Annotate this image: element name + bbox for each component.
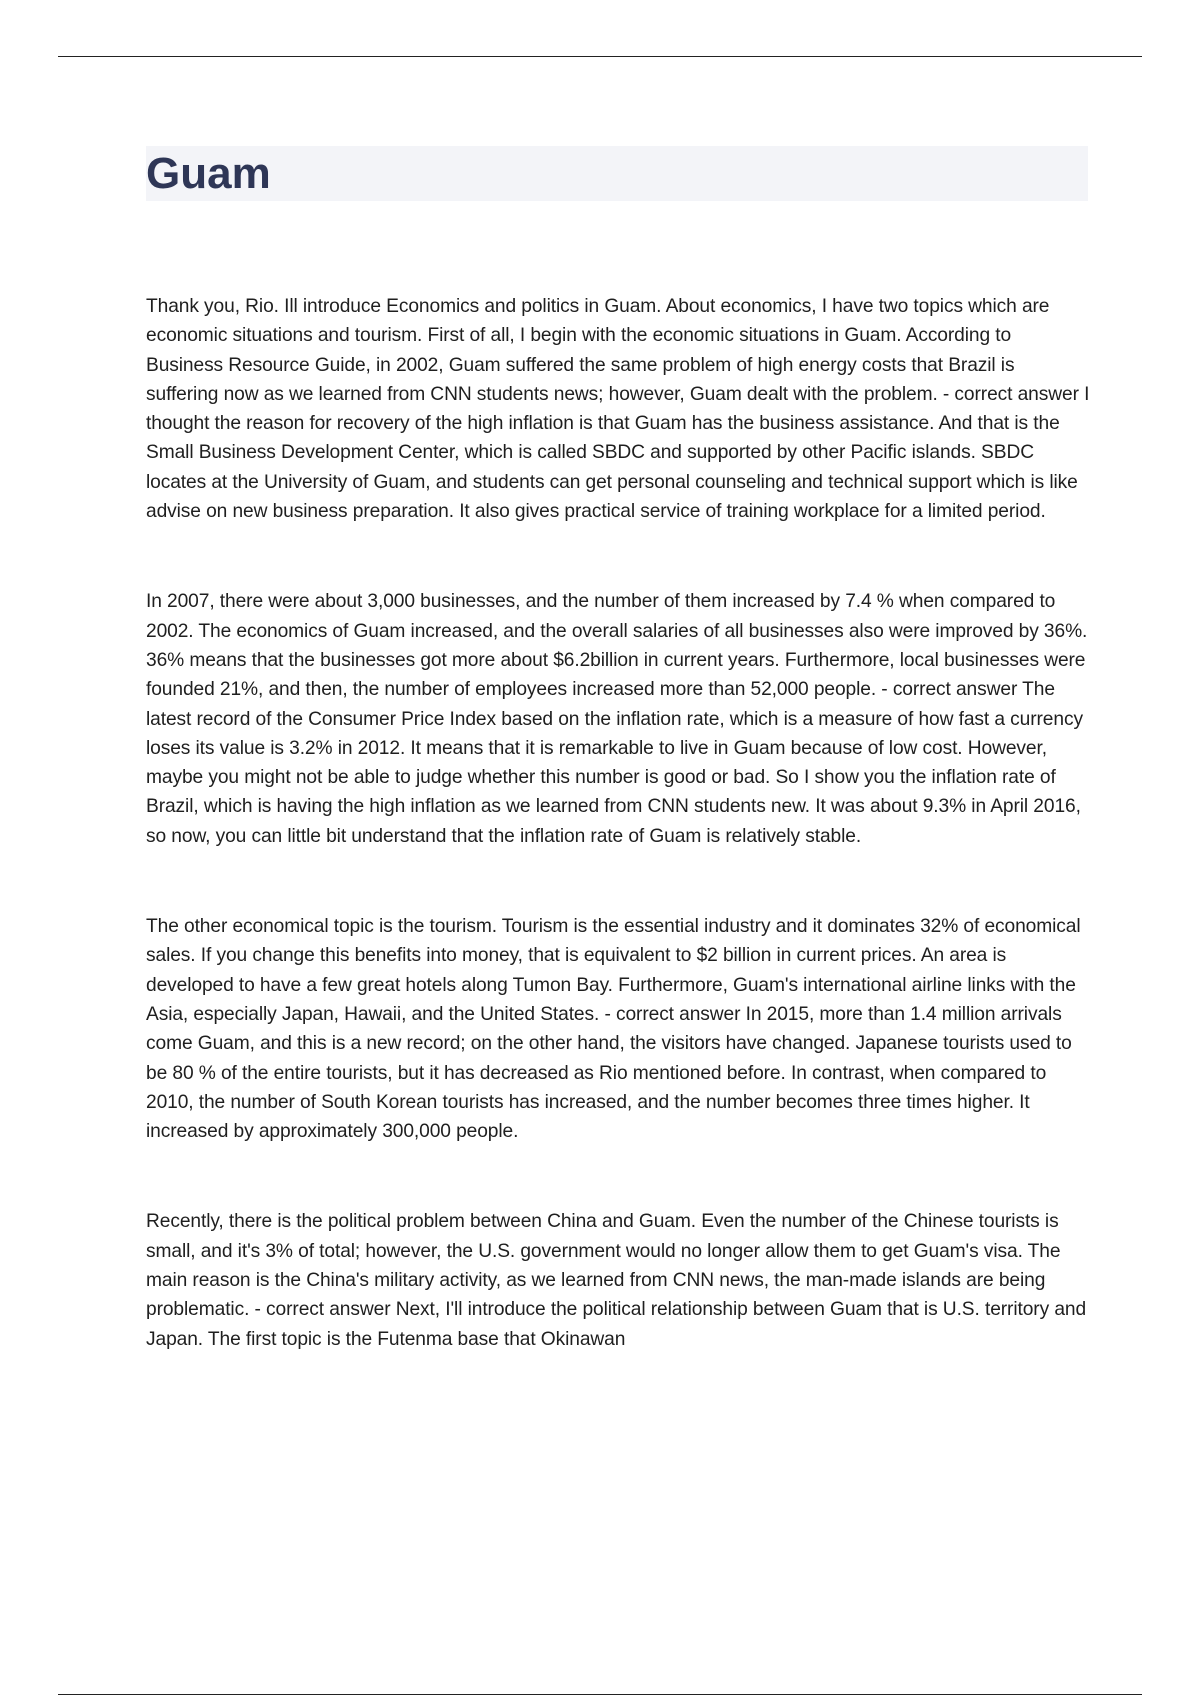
paragraph-1: Thank you, Rio. Ill introduce Economics and politics in Guam. About economics, I have two topics which are economic situations and tourism. First of all, I begin with the economic situations in Guam. According to Business Resource Guide, in 2002, Guam suffered the same problem of high energy costs that Brazil is suffering now as we learned from CNN students news; however, Guam dealt with the problem. - correct answer I thought the reason for recovery of the high inflation is that Guam has the business assistance. And that is the Small Business Development Center, which is called SBDC and supported by other Pacific islands. SBDC locates at the University of Guam, and students can get personal counseling and technical support which is like advise on new business preparation. It also gives practical service of training workplace for a limited period. [146, 296, 1090, 523]
page-title: Guam [146, 149, 271, 198]
paragraph-4: Recently, there is the political problem between China and Guam. Even the number of the Chinese tourists is small, and it's 3% of total; however, the U.S. government would no longer allow them to get Guam's visa. The main reason is the China's military activity, as we learned from CNN news, the man-made islands are being problematic. - correct answer Next, I'll introduce the political relationship between Guam that is U.S. territory and Japan. The first topic is the Futenma base that Okinawan [146, 1211, 1087, 1350]
document-body [146, 292, 1090, 1415]
paragraph-3: The other economical topic is the tourism. Tourism is the essential industry and it dominates 32% of economical sales. If you change this benefits into money, that is equivalent to $2 billion in current prices. An area is developed to have a few great hotels along Tumon Bay. Furthermore, Guam's international airline links with the Asia, especially Japan, Hawaii, and the United States. - correct answer In 2015, more than 1.4 million arrivals come Guam, and this is a new record; on the other hand, the visitors have changed. Japanese tourists used to be 80 % of the entire tourists, but it has decreased as Rio mentioned before. In contrast, when compared to 2010, the number of South Korean tourists has increased, and the number becomes three times higher. It increased by approximately 300,000 people. [146, 916, 1081, 1143]
bottom-rule [58, 1694, 1142, 1695]
title-band [146, 146, 1088, 201]
top-rule [58, 56, 1142, 57]
paragraph-2: In 2007, there were about 3,000 businesses, and the number of them increased by 7.4 % when compared to 2002. The economics of Guam increased, and the overall salaries of all businesses also were improved by 36%. 36% means that the businesses got more about $6.2billion in current years. Furthermore, local businesses were founded 21%, and then, the number of employees increased more than 52,000 people. - correct answer The latest record of the Consumer Price Index based on the inflation rate, which is a measure of how fast a currency loses its value is 3.2% in 2012. It means that it is remarkable to live in Guam because of low cost. However, maybe you might not be able to judge whether this number is good or bad. So I show you the inflation rate of Brazil, which is having the high inflation as we learned from CNN students new. It was about 9.3% in April 2016, so now, you can little bit understand that the inflation rate of Guam is relatively stable. [146, 591, 1088, 847]
